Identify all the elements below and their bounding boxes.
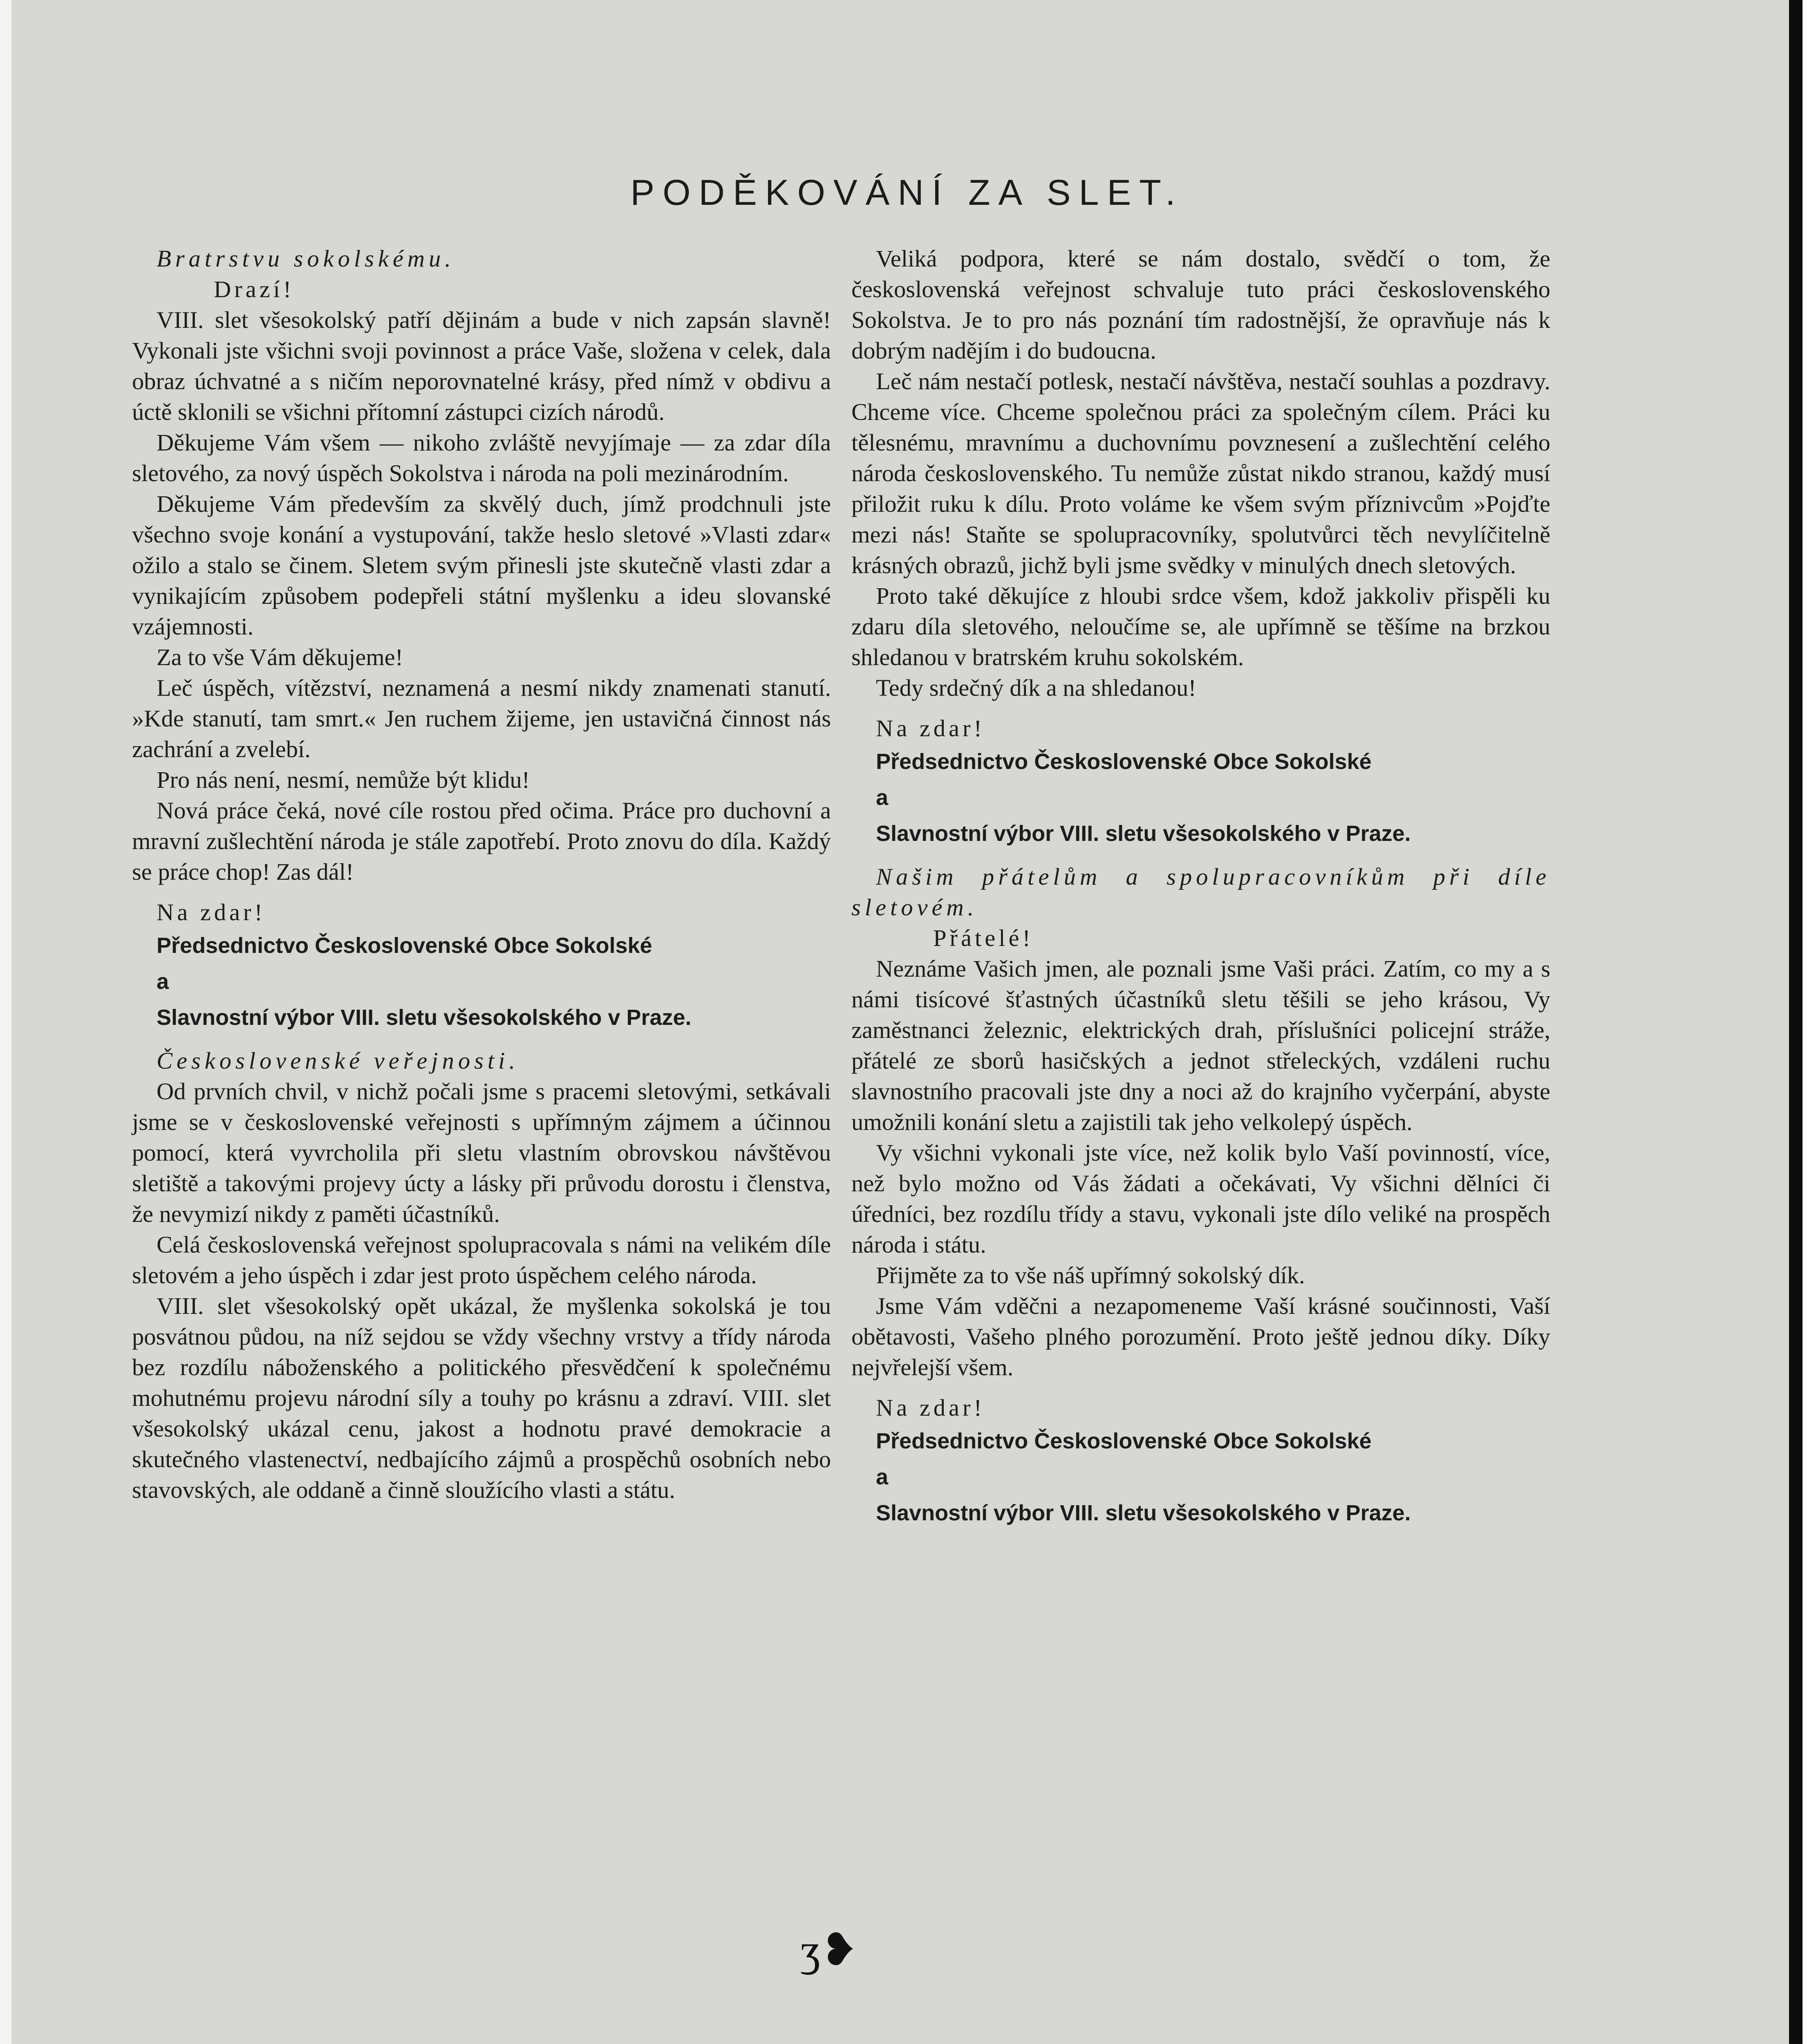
paragraph: VIII. slet všesokolský opět ukázal, že myšlenka sokolská je tou posvátnou půdou, na níž sejdou se vždy všechny vrstvy a třídy národa bez rozdílu náboženského a politického přesvědčení k společnému mohutnému projevu národní síly a touhy po krásnu a zdraví. VIII. slet všesokolský ukázal cenu, jakost a hodnotu pravé demokracie a skutečného vlastenectví, nedbajícího zájmů a prospěchů osobních nebo stavovských, ale oddaně a činně sloužícího vlasti a státu.	[132, 1293, 831, 1503]
signature-predsednictvo: Předsednictvo Československé Obce Sokolské	[157, 933, 652, 958]
signature-a: a	[876, 785, 889, 810]
signature-vybor: Slavnostní výbor VIII. sletu všesokolského v Praze.	[876, 821, 1411, 846]
paragraph: Děkujeme Vám všem — nikoho zvláště nevyjímaje — za zdar díla sletového, za nový úspěch Sokolstva i národa na poli mezinárodním.	[132, 429, 831, 486]
paragraph: Neznáme Vašich jmen, ale poznali jsme Vaši práci. Zatím, co my a s námi tisícové šťastných účastníků sletu těšili se jeho krásou, Vy zaměstnanci železnic, elektrických drah, příslušníci policejní stráže, přátelé ze sborů hasičských a jednot střeleckých, vzdáleni ruchu slavnostního pracovali jste dny a noci až do krajního vyčerpání, abyste umožnili konání sletu a zajistili tak jeho velkolepý úspěch.	[851, 955, 1550, 1135]
paragraph: Přijměte za to vše náš upřímný sokolský dík.	[876, 1262, 1305, 1289]
paragraph: Leč nám nestačí potlesk, nestačí návštěva, nestačí souhlas a pozdravy. Chceme více. Chceme společnou práci za společným cílem. Práci ku tělesnému, mravnímu a duchovnímu povznesení a zušlechtění celého národa československého. Tu nemůže zůstat nikdo stranou, každý musí přiložit ruku k dílu. Proto voláme ke všem svým příznivcům »Pojďte mezi nás! Staňte se spolupracovníky, spolutvůrci těch nevylíčitelně krásných obrazů, jichž byli jsme svědky v minulých dnech sletových.	[851, 368, 1550, 578]
paragraph: Vy všichni vykonali jste více, než kolik bylo Vaší povinností, více, než bylo možno od Vás žádati a očekávati, Vy všichni dělníci či úředníci, bez rozdílu třídy a stavu, vykonali jste dílo veliké na prospěch národa i státu.	[851, 1139, 1550, 1258]
paragraph: Nová práce čeká, nové cíle rostou před očima. Práce pro duchovní a mravní zušlechtění národa je stále zapotřebí. Proto znovu do díla. Každý se práce chop! Zas dál!	[132, 797, 831, 885]
nazdar: Na zdar!	[876, 715, 985, 742]
scan-margin-right	[1789, 0, 1803, 2044]
paragraph: Za to vše Vám děkujeme!	[157, 644, 403, 670]
heading-bratrstvu: Bratrstvu sokolskému.	[157, 245, 455, 272]
signature-a: a	[157, 969, 169, 994]
signature-predsednictvo: Předsednictvo Československé Obce Sokolské	[876, 1429, 1372, 1453]
paragraph: VIII. slet všesokolský patří dějinám a bude v nich zapsán slavně! Vykonali jste všichni svoji povinnost a práce Vaše, složena v celek, dala obraz úchvatné a s ničím neporovnatelné krásy, před nímž v obdivu a úctě sklonili se všichni přítomní zástupci cizích národů.	[132, 307, 831, 425]
right-column	[851, 243, 1550, 1531]
heading-verejnosti: Československé veřejnosti.	[157, 1047, 519, 1074]
paragraph: Proto také děkujíce z hloubi srdce všem, kdož jakkoliv přispěli ku zdaru díla sletového, neloučíme se, ale upřímně se těšíme na brzkou shledanou v bratrském kruhu sokolském.	[851, 583, 1550, 670]
signature-a: a	[876, 1465, 889, 1489]
signature-vybor: Slavnostní výbor VIII. sletu všesokolského v Praze.	[876, 1501, 1411, 1525]
salutation-drazi: Drazí!	[214, 276, 295, 303]
paragraph: Leč úspěch, vítězství, neznamená a nesmí nikdy znamenati stanutí. »Kde stanutí, tam smrt.« Jen ruchem žijeme, jen ustavičná činnost nás zachrání a zvelebí.	[132, 675, 831, 762]
paragraph: Veliká podpora, které se nám dostalo, svědčí o tom, že československá veřejnost schvaluje tuto práci československého Sokolstva. Je to pro nás poznání tím radostnější, že opravňuje nás k dobrým nadějím i do budoucna.	[851, 245, 1550, 364]
paragraph: Pro nás není, nesmí, nemůže být klidu!	[157, 766, 530, 793]
paragraph: Od prvních chvil, v nichž počali jsme s pracemi sletovými, setkávali jsme se v československé veřejnosti s upřímným zájmem a účinnou pomocí, která vyvrcholila při sletu vlastním obrovskou návštěvou sletiště a takovými projevy úcty a lásky při průvodu dorostu i členstva, že nevymizí nikdy z paměti účastníků.	[132, 1078, 831, 1227]
page	[11, 0, 1803, 2044]
paragraph: Celá československá veřejnost spolupracovala s námi na velikém díle sletovém a jeho úspěch i zdar jest proto úspěchem celého národa.	[132, 1231, 831, 1289]
signature-predsednictvo: Předsednictvo Československé Obce Sokolské	[876, 749, 1372, 774]
page-title: PODĚKOVÁNÍ ZA SLET.	[630, 172, 1184, 213]
salutation-pratele: Přátelé!	[933, 925, 1034, 951]
heading-pratelum: Našim přátelům a spolupracovníkům při díle sletovém.	[851, 863, 1550, 921]
nazdar: Na zdar!	[157, 899, 266, 926]
scan-margin-left	[0, 0, 11, 2044]
ornament-icon: ʒ❥	[800, 1925, 858, 1975]
paragraph: Jsme Vám vděčni a nezapomeneme Vaší krásné součinnosti, Vaší obětavosti, Vašeho plného porozumění. Proto ještě jednou díky. Díky nejvřelejší všem.	[851, 1293, 1550, 1381]
signature-vybor: Slavnostní výbor VIII. sletu všesokolského v Praze.	[157, 1005, 692, 1030]
paragraph: Tedy srdečný dík a na shledanou!	[876, 675, 1196, 701]
nazdar: Na zdar!	[876, 1394, 985, 1421]
paragraph: Děkujeme Vám především za skvělý duch, jímž prodchnuli jste všechno svoje konání a vystupování, takže heslo sletové »Vlasti zdar« ožilo a stalo se činem. Sletem svým přinesli jste skutečně vlasti zdar a vynikajícím způsobem podepřeli státní myšlenku a ideu slovanské vzájemnosti.	[132, 491, 831, 640]
left-column	[132, 243, 831, 1505]
